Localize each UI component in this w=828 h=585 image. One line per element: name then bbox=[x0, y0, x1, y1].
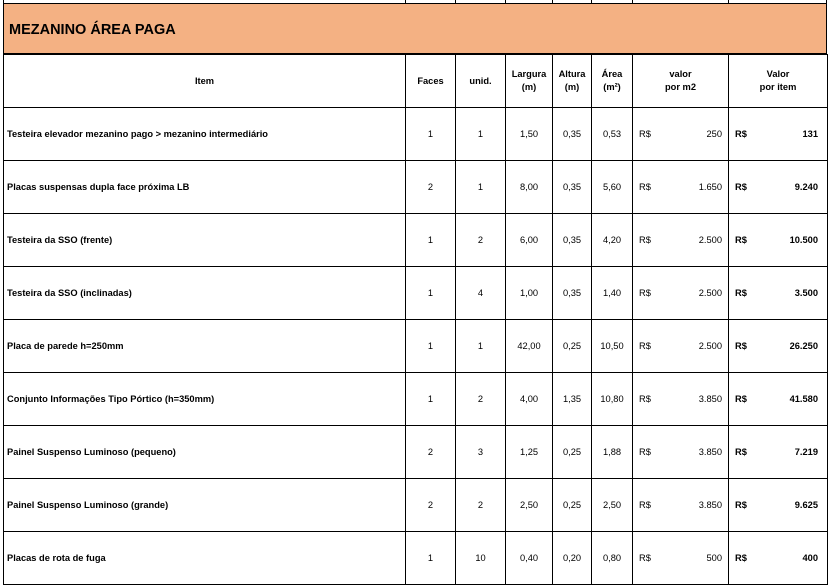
altura-cell: 0,35 bbox=[553, 108, 592, 161]
valor-item-cell bbox=[729, 267, 828, 320]
amount-value: 26.250 bbox=[789, 341, 818, 351]
faces-cell: 1 bbox=[406, 532, 456, 585]
largura-cell: 1,50 bbox=[506, 108, 553, 161]
section-title-bar bbox=[3, 3, 827, 54]
currency-symbol: R$ bbox=[735, 235, 747, 245]
amount-value: 3.850 bbox=[698, 447, 722, 457]
largura-cell: 0,40 bbox=[506, 532, 553, 585]
valor-m2-cell bbox=[633, 320, 729, 373]
valor-m2-cell bbox=[633, 267, 729, 320]
amount-value: 2.500 bbox=[698, 341, 722, 351]
table-row bbox=[4, 108, 828, 161]
currency-symbol: R$ bbox=[639, 394, 651, 404]
unid-cell: 2 bbox=[456, 479, 506, 532]
pricing-table bbox=[3, 54, 828, 585]
amount-value: 3.850 bbox=[698, 500, 722, 510]
altura-cell: 0,35 bbox=[553, 214, 592, 267]
currency-symbol: R$ bbox=[639, 235, 651, 245]
altura-cell: 0,25 bbox=[553, 320, 592, 373]
unid-cell: 2 bbox=[456, 373, 506, 426]
unid-cell: 4 bbox=[456, 267, 506, 320]
unid-cell: 2 bbox=[456, 214, 506, 267]
amount-value: 2.500 bbox=[698, 288, 722, 298]
unid-cell: 1 bbox=[456, 320, 506, 373]
valor-m2-cell bbox=[633, 214, 729, 267]
valor-m2-cell bbox=[633, 108, 729, 161]
table-row bbox=[4, 161, 828, 214]
currency-symbol: R$ bbox=[639, 500, 651, 510]
amount-value: 9.625 bbox=[794, 500, 818, 510]
area-cell: 2,50 bbox=[592, 479, 633, 532]
currency-symbol: R$ bbox=[639, 553, 651, 563]
area-cell: 0,53 bbox=[592, 108, 633, 161]
largura-cell: 6,00 bbox=[506, 214, 553, 267]
table-row bbox=[4, 426, 828, 479]
header-faces: Faces bbox=[406, 55, 456, 108]
header-largura: Largura (m) bbox=[506, 55, 553, 108]
section-title: MEZANINO ÁREA PAGA bbox=[9, 21, 176, 38]
largura-cell: 1,25 bbox=[506, 426, 553, 479]
currency-symbol: R$ bbox=[639, 182, 651, 192]
faces-cell: 1 bbox=[406, 267, 456, 320]
altura-cell: 1,35 bbox=[553, 373, 592, 426]
valor-m2-cell bbox=[633, 479, 729, 532]
altura-cell: 0,35 bbox=[553, 267, 592, 320]
currency-symbol: R$ bbox=[735, 341, 747, 351]
unid-cell: 1 bbox=[456, 161, 506, 214]
currency-symbol: R$ bbox=[735, 288, 747, 298]
valor-item-cell bbox=[729, 532, 828, 585]
item-cell: Placa de parede h=250mm bbox=[4, 320, 406, 373]
currency-symbol: R$ bbox=[639, 288, 651, 298]
header-item: Item bbox=[4, 55, 406, 108]
valor-m2-cell bbox=[633, 373, 729, 426]
largura-cell: 1,00 bbox=[506, 267, 553, 320]
area-cell: 10,50 bbox=[592, 320, 633, 373]
header-row bbox=[4, 55, 828, 108]
amount-value: 2.500 bbox=[698, 235, 722, 245]
amount-value: 1.650 bbox=[698, 182, 722, 192]
table-row bbox=[4, 320, 828, 373]
item-cell: Testeira elevador mezanino pago > mezanino intermediário bbox=[4, 108, 406, 161]
valor-item-cell bbox=[729, 373, 828, 426]
amount-value: 131 bbox=[802, 129, 818, 139]
header-unid: unid. bbox=[456, 55, 506, 108]
faces-cell: 2 bbox=[406, 426, 456, 479]
altura-cell: 0,25 bbox=[553, 426, 592, 479]
unid-cell: 1 bbox=[456, 108, 506, 161]
header-altura: Altura (m) bbox=[553, 55, 592, 108]
faces-cell: 1 bbox=[406, 214, 456, 267]
currency-symbol: R$ bbox=[639, 447, 651, 457]
amount-value: 500 bbox=[706, 553, 722, 563]
valor-item-cell bbox=[729, 108, 828, 161]
faces-cell: 1 bbox=[406, 373, 456, 426]
amount-value: 10.500 bbox=[789, 235, 818, 245]
item-cell: Placas suspensas dupla face próxima LB bbox=[4, 161, 406, 214]
table-row bbox=[4, 373, 828, 426]
valor-m2-cell bbox=[633, 532, 729, 585]
faces-cell: 1 bbox=[406, 320, 456, 373]
header-valor-item: Valor por item bbox=[729, 55, 828, 108]
altura-cell: 0,20 bbox=[553, 532, 592, 585]
area-cell: 0,80 bbox=[592, 532, 633, 585]
valor-item-cell bbox=[729, 161, 828, 214]
largura-cell: 4,00 bbox=[506, 373, 553, 426]
amount-value: 400 bbox=[802, 553, 818, 563]
currency-symbol: R$ bbox=[735, 394, 747, 404]
unid-cell: 3 bbox=[456, 426, 506, 479]
table-row bbox=[4, 267, 828, 320]
area-cell: 1,40 bbox=[592, 267, 633, 320]
valor-item-cell bbox=[729, 479, 828, 532]
altura-cell: 0,25 bbox=[553, 479, 592, 532]
item-cell: Testeira da SSO (frente) bbox=[4, 214, 406, 267]
currency-symbol: R$ bbox=[735, 129, 747, 139]
valor-item-cell bbox=[729, 320, 828, 373]
currency-symbol: R$ bbox=[639, 341, 651, 351]
amount-value: 7.219 bbox=[794, 447, 818, 457]
header-valor-m2: valor por m2 bbox=[633, 55, 729, 108]
area-cell: 1,88 bbox=[592, 426, 633, 479]
area-cell: 4,20 bbox=[592, 214, 633, 267]
currency-symbol: R$ bbox=[639, 129, 651, 139]
largura-cell: 2,50 bbox=[506, 479, 553, 532]
amount-value: 3.500 bbox=[794, 288, 818, 298]
table-row bbox=[4, 214, 828, 267]
largura-cell: 8,00 bbox=[506, 161, 553, 214]
table-row bbox=[4, 532, 828, 585]
largura-cell: 42,00 bbox=[506, 320, 553, 373]
valor-m2-cell bbox=[633, 161, 729, 214]
item-cell: Painel Suspenso Luminoso (grande) bbox=[4, 479, 406, 532]
area-cell: 10,80 bbox=[592, 373, 633, 426]
table-row bbox=[4, 479, 828, 532]
item-cell: Testeira da SSO (inclinadas) bbox=[4, 267, 406, 320]
currency-symbol: R$ bbox=[735, 447, 747, 457]
item-cell: Conjunto Informações Tipo Pórtico (h=350mm) bbox=[4, 373, 406, 426]
item-cell: Placas de rota de fuga bbox=[4, 532, 406, 585]
currency-symbol: R$ bbox=[735, 553, 747, 563]
altura-cell: 0,35 bbox=[553, 161, 592, 214]
header-area: Área (m²) bbox=[592, 55, 633, 108]
valor-m2-cell bbox=[633, 426, 729, 479]
faces-cell: 1 bbox=[406, 108, 456, 161]
amount-value: 41.580 bbox=[789, 394, 818, 404]
currency-symbol: R$ bbox=[735, 182, 747, 192]
amount-value: 9.240 bbox=[794, 182, 818, 192]
amount-value: 3.850 bbox=[698, 394, 722, 404]
faces-cell: 2 bbox=[406, 161, 456, 214]
unid-cell: 10 bbox=[456, 532, 506, 585]
item-cell: Painel Suspenso Luminoso (pequeno) bbox=[4, 426, 406, 479]
currency-symbol: R$ bbox=[735, 500, 747, 510]
faces-cell: 2 bbox=[406, 479, 456, 532]
amount-value: 250 bbox=[706, 129, 722, 139]
valor-item-cell bbox=[729, 214, 828, 267]
valor-item-cell bbox=[729, 426, 828, 479]
area-cell: 5,60 bbox=[592, 161, 633, 214]
